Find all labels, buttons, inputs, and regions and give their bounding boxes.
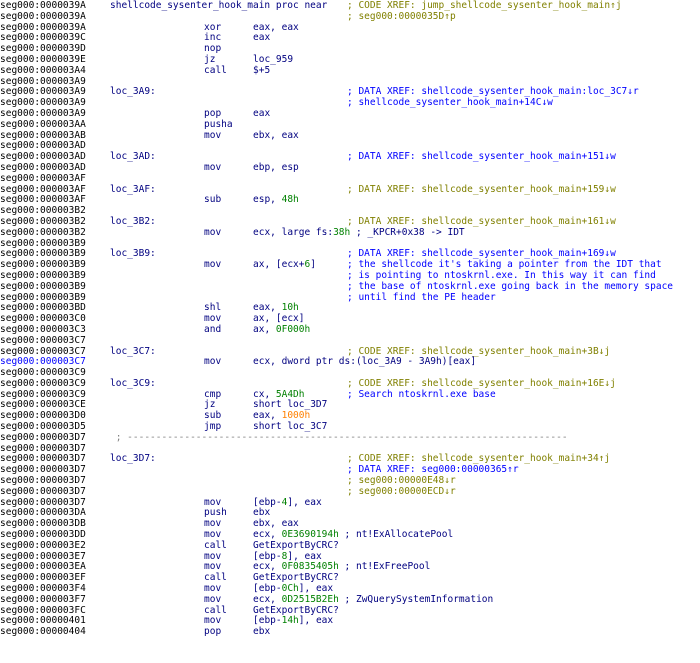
address[interactable]: seg000:000003B9	[0, 269, 86, 281]
mnemonic[interactable]: mov	[204, 529, 222, 541]
mnemonic[interactable]: mov	[204, 550, 222, 562]
mnemonic[interactable]: sub	[204, 194, 222, 206]
operand-text[interactable]: GetExportByCRC?	[253, 572, 339, 584]
operand-text[interactable]: [ebp-	[253, 496, 282, 508]
mnemonic[interactable]: mov	[204, 518, 222, 530]
address[interactable]: seg000:000003AD	[0, 140, 86, 152]
operands[interactable]	[253, 260, 316, 271]
comment: ; seg000:0000035D↑p	[347, 10, 456, 22]
mnemonic[interactable]: mov	[204, 129, 222, 141]
listing-line[interactable]	[0, 390, 700, 401]
address[interactable]: seg000:00000404	[0, 626, 86, 638]
address[interactable]: seg000:000003B2	[0, 205, 86, 217]
operand-text[interactable]: ebx	[253, 507, 271, 519]
address[interactable]: seg000:000003D7	[0, 464, 86, 476]
address[interactable]: seg000:000003B9	[0, 291, 86, 303]
operand-number[interactable]: 8	[281, 550, 288, 562]
comment: ; DATA XREF: shellcode_sysenter_hook_main:loc_3C7↓r	[347, 86, 639, 98]
comment: ; DATA XREF: shellcode_sysenter_hook_main+151↓w	[347, 151, 616, 163]
mnemonic[interactable]: shl	[204, 302, 222, 314]
operand-text[interactable]: cx,	[253, 388, 276, 400]
mnemonic[interactable]: mov	[204, 356, 222, 368]
address[interactable]: seg000:000003CE	[0, 399, 86, 411]
address[interactable]: seg000:000003EF	[0, 572, 86, 584]
listing-line[interactable]	[0, 109, 700, 120]
operand-number[interactable]: 38h	[333, 226, 351, 238]
operand-text[interactable]: ], eax	[287, 550, 322, 562]
mnemonic[interactable]: xor	[204, 21, 222, 33]
address[interactable]: seg000:000003F4	[0, 583, 86, 595]
operands[interactable]	[253, 195, 299, 206]
address[interactable]: seg000:000003A4	[0, 64, 86, 76]
listing-line[interactable]	[0, 541, 700, 552]
mnemonic[interactable]: pop	[204, 107, 222, 119]
operand-text[interactable]: ecx,	[253, 593, 282, 605]
operand-number[interactable]: 4	[281, 496, 288, 508]
listing-line[interactable]	[0, 325, 700, 336]
listing-line[interactable]	[0, 357, 700, 368]
mnemonic[interactable]: sub	[204, 410, 222, 422]
operand-text[interactable]: ebp, esp	[253, 161, 299, 173]
operand-text[interactable]: ax, [ecx]	[253, 313, 305, 325]
operand-text[interactable]: GetExportByCRC?	[253, 539, 339, 551]
operand-number[interactable]: 48h	[281, 194, 299, 206]
mnemonic[interactable]: mov	[204, 593, 222, 605]
operands[interactable]	[253, 33, 270, 44]
operands[interactable]	[253, 228, 465, 239]
address[interactable]: seg000:000003F7	[0, 593, 86, 605]
operand-text[interactable]: [ebp-	[253, 550, 282, 562]
operand-text[interactable]: ]	[310, 259, 316, 271]
listing-line[interactable]	[0, 98, 700, 109]
address[interactable]: seg000:0000039C	[0, 32, 86, 44]
address[interactable]: seg000:000003D7	[0, 475, 86, 487]
comment: ; DATA XREF: shellcode_sysenter_hook_main+169↓w	[347, 248, 616, 260]
address[interactable]: seg000:000003AF	[0, 194, 86, 206]
comment: ; DATA XREF: seg000:00000365↑r	[347, 464, 519, 476]
listing-line[interactable]	[0, 282, 700, 293]
address[interactable]: seg000:000003B2	[0, 215, 86, 227]
address[interactable]: seg000:000003AB	[0, 129, 86, 141]
comment: ; shellcode_sysenter_hook_main+14C↓w	[347, 97, 553, 109]
mnemonic[interactable]: call	[204, 572, 227, 584]
address[interactable]: seg000:000003BD	[0, 302, 86, 314]
operand-text[interactable]: [ebp-	[253, 615, 282, 627]
address[interactable]: seg000:000003C7	[0, 356, 86, 368]
operand-text[interactable]: ecx, dword ptr ds:(loc_3A9 - 3A9h)[eax]	[253, 356, 477, 368]
operand-text[interactable]: eax, eax	[253, 21, 299, 33]
address[interactable]: seg000:000003D5	[0, 421, 86, 433]
listing-line[interactable]	[0, 23, 700, 34]
listing-line[interactable]	[0, 562, 700, 573]
listing-line[interactable]	[0, 174, 700, 185]
address[interactable]: seg000:000003D7	[0, 453, 86, 465]
address[interactable]: seg000:000003FC	[0, 604, 86, 616]
operand-number[interactable]: 0E3690194h	[281, 529, 339, 541]
listing-line[interactable]	[0, 185, 700, 196]
listing-line[interactable]	[0, 44, 700, 55]
operand-text[interactable]: eax	[253, 32, 271, 44]
listing-line[interactable]	[0, 433, 700, 444]
operands[interactable]	[253, 163, 299, 174]
address[interactable]: seg000:000003A9	[0, 107, 86, 119]
address[interactable]: seg000:000003B9	[0, 259, 86, 271]
code-label[interactable]: loc_3B2:	[110, 215, 156, 227]
mnemonic[interactable]: jmp	[204, 421, 222, 433]
address[interactable]: seg000:000003DD	[0, 529, 86, 541]
comment: ; the base of ntoskrnl.exe going back in the memory space	[347, 280, 674, 292]
mnemonic[interactable]: mov	[204, 226, 222, 238]
listing-line[interactable]	[0, 66, 700, 77]
mnemonic[interactable]: jz	[204, 399, 216, 411]
code-label[interactable]: loc_3B9:	[110, 248, 156, 260]
listing-line[interactable]	[0, 616, 700, 627]
code-label[interactable]: loc_3C9:	[110, 377, 156, 389]
address[interactable]: seg000:000003B9	[0, 280, 86, 292]
operand-text[interactable]: ], eax	[287, 496, 322, 508]
comment: ; CODE XREF: shellcode_sysenter_hook_main+3B↓j	[347, 345, 611, 357]
operand-text[interactable]: short loc_3C7	[253, 421, 328, 433]
listing-line[interactable]	[0, 131, 700, 142]
operand-text[interactable]: ecx,	[253, 529, 282, 541]
comment: ; seg000:00000E48↓r	[347, 475, 456, 487]
operand-text[interactable]: ecx, large fs:	[253, 226, 334, 238]
address[interactable]: seg000:000003A9	[0, 75, 86, 87]
listing-line[interactable]	[0, 55, 700, 66]
address[interactable]: seg000:000003C9	[0, 367, 86, 379]
address[interactable]: seg000:000003E2	[0, 539, 86, 551]
code-label[interactable]: loc_3AF:	[110, 183, 156, 195]
operand-text[interactable]: GetExportByCRC?	[253, 604, 339, 616]
listing-line[interactable]	[0, 314, 700, 325]
operands[interactable]	[253, 627, 270, 638]
address[interactable]: seg000:000003B9	[0, 248, 86, 260]
operand-text[interactable]: ebx, eax	[253, 518, 299, 530]
address[interactable]: seg000:000003A9	[0, 97, 86, 109]
operand-text[interactable]: eax	[253, 107, 271, 119]
operands[interactable]	[253, 131, 299, 142]
operands[interactable]	[253, 66, 270, 77]
code-label[interactable]: shellcode_sysenter_hook_main proc near	[110, 0, 328, 11]
operand-text[interactable]: short loc_3D7	[253, 399, 328, 411]
address[interactable]: seg000:0000039A	[0, 0, 86, 11]
mnemonic[interactable]: call	[204, 64, 227, 76]
listing-line[interactable]	[0, 33, 700, 44]
listing-line[interactable]	[0, 228, 700, 239]
operand-text[interactable]: ax, [ecx+	[253, 259, 305, 271]
address[interactable]: seg000:0000039A	[0, 10, 86, 22]
mnemonic[interactable]: mov	[204, 161, 222, 173]
address[interactable]: seg000:000003EA	[0, 561, 86, 573]
operand-text[interactable]: esp,	[253, 194, 282, 206]
address[interactable]: seg000:000003AF	[0, 183, 86, 195]
listing-line[interactable]	[0, 293, 700, 304]
mnemonic[interactable]: mov	[204, 615, 222, 627]
operand-number[interactable]: 0Ch	[281, 583, 299, 595]
address[interactable]: seg000:000003D7	[0, 485, 86, 497]
listing-line[interactable]	[0, 606, 700, 617]
comment: ; the shellcode it's taking a pointer from the IDT that	[347, 259, 662, 271]
address[interactable]: seg000:000003C9	[0, 388, 86, 400]
code-label[interactable]: loc_3D7:	[110, 453, 156, 465]
listing-line[interactable]	[0, 411, 700, 422]
operand-text[interactable]: ebx, eax	[253, 129, 299, 141]
comment: ; Search ntoskrnl.exe base	[347, 388, 496, 400]
listing-line[interactable]	[0, 336, 700, 347]
mnemonic[interactable]: mov	[204, 313, 222, 325]
separator: ; -----------------------------------------------------------------------------	[110, 431, 568, 443]
code-label[interactable]: loc_3AD:	[110, 151, 156, 163]
operand-text[interactable]: ; nt!ExAllocatePool	[338, 529, 454, 541]
listing-line[interactable]	[0, 12, 700, 23]
operand-text[interactable]: $+5	[253, 64, 271, 76]
operand-number[interactable]: 14h	[281, 615, 299, 627]
address[interactable]: seg000:000003C0	[0, 313, 86, 325]
operand-number[interactable]: 6	[304, 259, 311, 271]
address[interactable]: seg000:000003AD	[0, 161, 86, 173]
address[interactable]: seg000:000003DB	[0, 518, 86, 530]
listing-line[interactable]	[0, 400, 700, 411]
operand-number[interactable]: 0F0835405h	[281, 561, 339, 573]
mnemonic[interactable]: cmp	[204, 388, 222, 400]
mnemonic[interactable]: nop	[204, 43, 222, 55]
comment: ; CODE XREF: shellcode_sysenter_hook_main+34↑j	[347, 453, 611, 465]
mnemonic[interactable]: jz	[204, 53, 216, 65]
comment: ; CODE XREF: jump_shellcode_sysenter_hook_main↑j	[347, 0, 622, 11]
operands[interactable]	[253, 325, 310, 336]
operand-text[interactable]: eax,	[253, 410, 282, 422]
operands[interactable]	[253, 109, 270, 120]
address[interactable]: seg000:000003D7	[0, 431, 86, 443]
operand-text[interactable]: ; ZwQuerySystemInformation	[338, 593, 494, 605]
listing-line[interactable]	[0, 595, 700, 606]
address[interactable]: seg000:000003DA	[0, 507, 86, 519]
address[interactable]: seg000:000003C9	[0, 377, 86, 389]
mnemonic[interactable]: call	[204, 604, 227, 616]
operand-text[interactable]: ax,	[253, 323, 276, 335]
address[interactable]: seg000:000003E7	[0, 550, 86, 562]
address[interactable]: seg000:000003AA	[0, 118, 86, 130]
operand-text[interactable]: ], eax	[298, 615, 334, 627]
mnemonic[interactable]: push	[204, 507, 227, 519]
operand-text[interactable]: eax,	[253, 302, 282, 314]
operands[interactable]	[253, 357, 476, 368]
address[interactable]: seg000:000003B2	[0, 226, 86, 238]
comment: ; is pointing to ntoskrnl.exe. In this way it can find	[347, 269, 656, 281]
address[interactable]: seg000:0000039A	[0, 21, 86, 33]
mnemonic[interactable]: pusha	[204, 118, 233, 130]
listing-line[interactable]	[0, 195, 700, 206]
operand-number[interactable]: 5A4Dh	[275, 388, 305, 400]
operand-text[interactable]: loc_959	[253, 53, 294, 65]
comment: ; DATA XREF: shellcode_sysenter_hook_main+159↓w	[347, 183, 616, 195]
operand-text[interactable]: ; _KPCR+0x38 -> IDT	[350, 226, 465, 238]
address[interactable]: seg000:000003D7	[0, 442, 86, 454]
address[interactable]: seg000:000003C7	[0, 345, 86, 357]
address[interactable]: seg000:000003D0	[0, 410, 86, 422]
comment: ; until find the PE header	[347, 291, 496, 303]
listing-line[interactable]	[0, 508, 700, 519]
operand-text[interactable]: ; nt!ExFreePool	[338, 561, 431, 573]
listing-line[interactable]	[0, 573, 700, 584]
comment: ; seg000:00000ECD↓r	[347, 485, 456, 497]
address[interactable]: seg000:000003D7	[0, 496, 86, 508]
address[interactable]: seg000:000003C7	[0, 334, 86, 346]
operand-number[interactable]: 10h	[281, 302, 299, 314]
listing-line[interactable]	[0, 498, 700, 509]
mnemonic[interactable]: and	[204, 323, 222, 335]
mnemonic[interactable]: mov	[204, 259, 222, 271]
listing-line[interactable]	[0, 163, 700, 174]
mnemonic[interactable]: mov	[204, 496, 222, 508]
address[interactable]: seg000:0000039E	[0, 53, 86, 65]
mnemonic[interactable]: inc	[204, 32, 222, 44]
address[interactable]: seg000:00000401	[0, 615, 86, 627]
operand-text[interactable]: ecx,	[253, 561, 282, 573]
mnemonic[interactable]: mov	[204, 583, 222, 595]
code-label[interactable]: loc_3C7:	[110, 345, 156, 357]
operand-text[interactable]: [ebp-	[253, 583, 282, 595]
address[interactable]: seg000:000003C3	[0, 323, 86, 335]
address[interactable]: seg000:000003AD	[0, 151, 86, 163]
operand-text[interactable]: ebx	[253, 626, 271, 638]
operand-number-highlight[interactable]: 1000h	[281, 410, 311, 422]
mnemonic[interactable]: mov	[204, 561, 222, 573]
code-label[interactable]: loc_3A9:	[110, 86, 156, 98]
address[interactable]: seg000:000003A9	[0, 86, 86, 98]
mnemonic[interactable]: pop	[204, 626, 222, 638]
listing-line[interactable]	[0, 530, 700, 541]
comment: ; DATA XREF: shellcode_sysenter_hook_main+161↓w	[347, 215, 616, 227]
address[interactable]: seg000:000003B9	[0, 237, 86, 249]
comment: ; CODE XREF: shellcode_sysenter_hook_main+16E↓j	[347, 377, 616, 389]
operand-text[interactable]: ], eax	[298, 583, 334, 595]
listing-line[interactable]	[0, 627, 700, 638]
address[interactable]: seg000:000003AF	[0, 172, 86, 184]
listing-line[interactable]	[0, 303, 700, 314]
mnemonic[interactable]: call	[204, 539, 227, 551]
operand-number[interactable]: 0F000h	[275, 323, 311, 335]
listing-line[interactable]	[0, 120, 700, 131]
listing-line[interactable]	[0, 487, 700, 498]
operand-number[interactable]: 0D2515B2Eh	[281, 593, 339, 605]
listing-line[interactable]	[0, 152, 700, 163]
address[interactable]: seg000:0000039D	[0, 43, 86, 55]
